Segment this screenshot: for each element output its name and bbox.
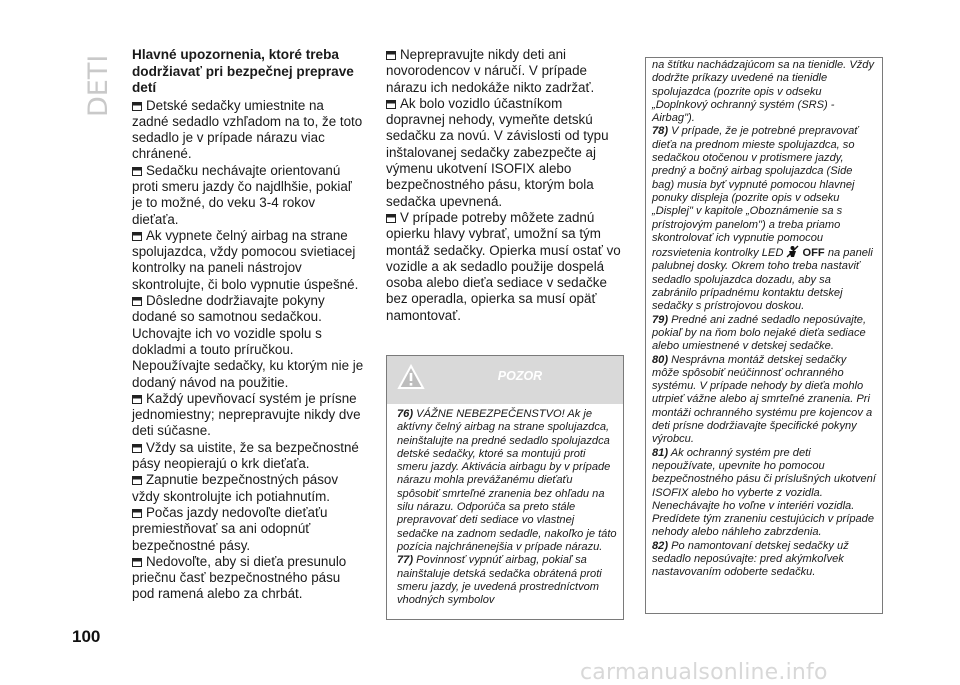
warning-item: 80) Nesprávna montáž detskej sedačky môže spôsobiť neúčinnosť ochranného systému. V prípade nehody by dieťa mohlo utrpieť vážne alebo aj smrteľné zranenia. Pri montáži ochranného systému pre kojencov a deti prísne dodržiavajte špecifické pokyny výrobcu. [652, 353, 873, 446]
warning-item-number: 78) [652, 125, 669, 138]
bullet-paragraph: Vždy sa uistite, že sa bezpečnostné pásy neopierajú o krk dieťaťa. [132, 439, 359, 472]
bullet-icon [132, 232, 142, 241]
warning-item: 77) Povinnosť vypnúť airbag, pokiaľ sa nainštaluje detská sedačka obrátená proti smeru jazdy, je uvedená prostredníctvom vhodných symbolov [397, 554, 602, 607]
bullet-icon [132, 558, 142, 567]
bullet-icon [132, 297, 142, 306]
bullet-paragraph: Ak vypnete čelný airbag na strane spolujazdca, vždy pomocou svietiacej kontrolky na paneli nástrojov skontrolujte, či bolo vypnutie úspešné. [132, 227, 359, 292]
bullet-paragraph: Dôsledne dodržiavajte pokyny dodané so samotnou sedačkou. Uchovajte ich vo vozidle spolu s dokladmi a touto príručkou. Nepoužívajte sedačky, ku ktorým nie je dodaný návod na použitie. [132, 293, 364, 390]
section-heading: Hlavné upozornenia, ktoré treba dodržiavať pri bezpečnej preprave detí [132, 47, 354, 95]
warning-item-number: 77) [397, 554, 414, 567]
bullet-icon [132, 167, 142, 176]
warning-item-number: 81) [652, 446, 669, 459]
warning-continuation-body [646, 58, 882, 580]
warning-title: POZOR [497, 369, 543, 383]
col1-paragraph-list [132, 98, 364, 603]
bullet-paragraph: Sedačku nechávajte orientovanú proti smeru jazdy čo najdlhšie, pokiaľ je to možné, do veku 3-4 rokov dieťaťa. [132, 162, 352, 227]
warning-continuation-text: na štítku nachádzajúcom sa na tienidle. Vždy dodržte príkazy uvedené na tienidle spolujazdca (pozrite opis v odseku „Doplnkový ochranný systém (SRS) - Airbag"). [652, 59, 875, 125]
warning-body [387, 404, 623, 607]
warning-continuation-box [645, 57, 883, 614]
column-1 [132, 47, 364, 603]
warning-box [386, 355, 624, 620]
bullet-icon [132, 509, 142, 518]
warning-item: 81) Ak ochranný systém pre deti nepoužívate, upevnite ho pomocou bezpečnostného pásu či príslušných ukotvení ISOFIX alebo ho vyberte z vozidla. Nenechávajte ho voľne v interiéri vozidla. Predídete tým zraneniu cestujúcich v prípade nehody alebo náhleho zabrzdenia. [652, 446, 876, 539]
bullet-icon [132, 476, 142, 485]
airbag-off-icon [786, 245, 799, 258]
page-number: 100 [72, 627, 101, 646]
bullet-icon [386, 214, 396, 223]
bullet-icon [132, 395, 142, 404]
warning-item: 82) Po namontovaní detskej sedačky už sedadlo neposúvajte: pred akýmkoľvek nastavovaním odoberte sedačku. [652, 539, 849, 579]
bullet-paragraph: Počas jazdy nedovoľte dieťaťu premiestňovať sa ani odopnúť bezpečnostné pásy. [132, 504, 328, 553]
bullet-paragraph: Nedovoľte, aby si dieťa presunulo priečnu časť bezpečnostného pásu pod ramená alebo za chrbát. [132, 553, 347, 602]
warning-item: 79) Predné ani zadné sedadlo neposúvajte, pokiaľ by na ňom bolo nejaké dieťa sediace alebo umiestnené v detskej sedačke. [652, 313, 867, 353]
bullet-icon [132, 102, 142, 111]
warning-item-number: 80) [652, 353, 669, 366]
bullet-paragraph: V prípade potreby môžete zadnú opierku hlavy vybrať, umožní sa tým montáž sedačky. Opierka musí ostať vo vozidle a ak sedadlo použije dospelá osoba alebo dieťa sediace v sedačke bez operadla, opierka sa musí opäť namontovať. [386, 209, 621, 323]
bullet-paragraph: Neprepravujte nikdy deti ani novorodencov v náručí. V prípade nárazu ich nedokáže nikto zadržať. [386, 47, 595, 95]
watermark: carmanualsonline.info [580, 660, 828, 685]
bullet-paragraph: Zapnutie bezpečnostných pásov vždy skontrolujte ich potiahnutím. [132, 472, 339, 504]
warning-item-number: 76) [397, 408, 414, 420]
bullet-icon [386, 100, 396, 109]
column-2 [386, 47, 622, 324]
warning-item-number: 79) [652, 313, 669, 326]
bullet-paragraph: Každý upevňovací systém je prísne jednomiestny; neprepravujte nikdy dve deti súčasne. [132, 390, 361, 439]
bullet-icon [132, 444, 142, 453]
bullet-icon [386, 51, 396, 60]
warning-item: 76) VÁŽNE NEBEZPEČENSTVO! Ak je aktívny čelný airbag na strane spolujazdca, neinštalujte na predné sedadlo spolujazdca detské sedačky, ktoré sa montujú proti smeru jazdy. Aktivácia airbagu by v prípade nárazu mohla prevážanému dieťaťu spôsobiť smrteľné zranenia bez ohľadu na silu nárazu. Odporúča sa preto stále prepravovať deti sediace vo vlastnej sedačke na zadnom sedadle, nakoľko je táto pozícia najchránenejšia v prípade nárazu. [397, 408, 617, 553]
warning-item: 78) V prípade, že je potrebné prepravovať dieťa na prednom mieste spolujazdca, so sedačkou otočenou v protismere jazdy, predný a bočný airbag spolujazdca (Side bag) musia byť vypnuté pomocou hlavnej ponuky displeja (pozrite opis v odseku „Displej" v kapitole „Oboznámenie sa s prístrojovým panelom") a treba priamo skontrolovať ich vypnutie pomocou rozsvietenia kontrolky LED OFF na paneli palubnej dosky. Okrem toho treba nastaviť sedadlo spolujazdca dozadu, aby sa zabránilo prípadnému kontaktu detskej sedačky s prístrojovou doskou. [652, 125, 873, 313]
led-off-label: OFF [802, 247, 825, 260]
bullet-paragraph: Detské sedačky umiestnite na zadné sedadlo vzhľadom na to, že toto sedadlo je v prípade nárazu viac chránené. [132, 97, 363, 162]
bullet-paragraph: Ak bolo vozidlo účastníkom dopravnej nehody, vymeňte detskú sedačku za novú. V závislosti od typu inštalovanej sedačky zabezpečte aj výmenu ukotvení ISOFIX alebo bezpečnostného pásu, ktorým bola sedačka upevnená. [386, 95, 609, 209]
warning-header [387, 356, 623, 404]
section-tab-label: DETI [83, 55, 114, 118]
warning-item-number: 82) [652, 539, 669, 552]
